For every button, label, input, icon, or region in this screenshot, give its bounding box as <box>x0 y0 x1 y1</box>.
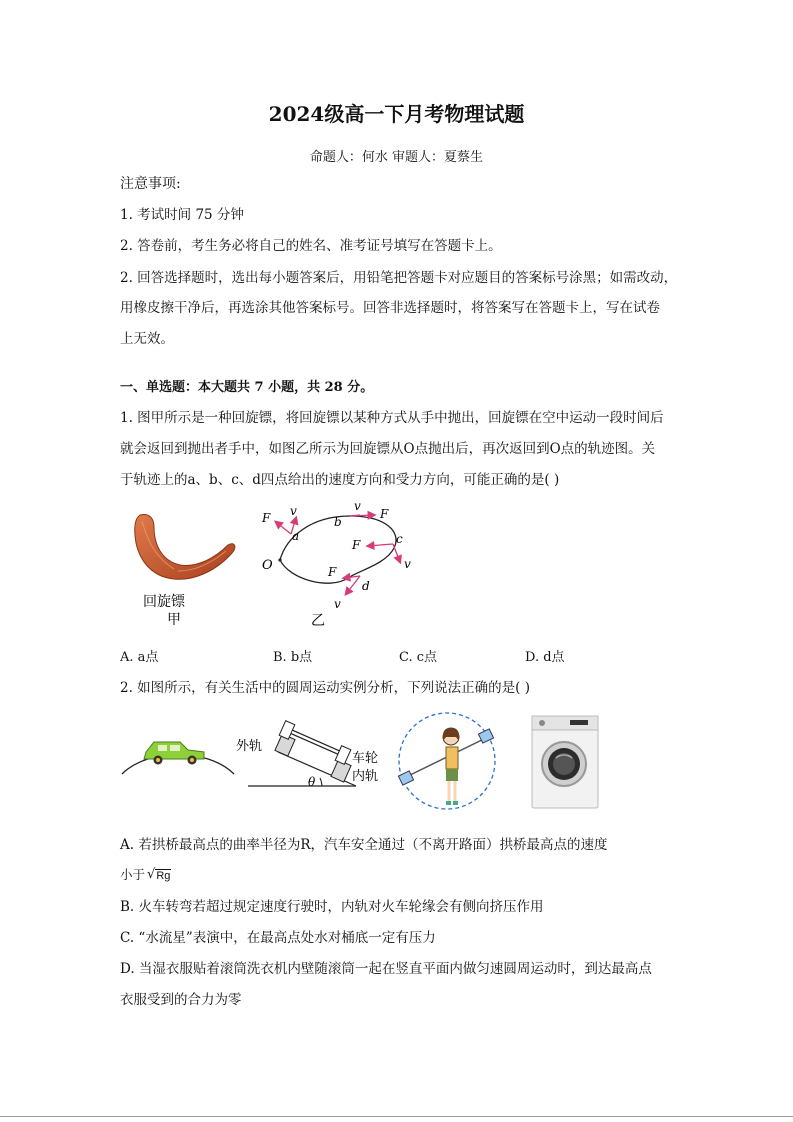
page-title: 2024级高一下月考物理试题 <box>268 102 525 126</box>
point-a-label: a <box>292 529 300 543</box>
wheel-label: 车轮 <box>352 751 379 766</box>
notice-item: 2. 回答选择题时，选出每小题答案后，用铅笔把答题卡对应题目的答案标号涂黑；如需改动， <box>120 270 678 286</box>
boomerang-icon <box>135 515 235 580</box>
fig-yi-label: 乙 <box>311 613 325 629</box>
q1-option-d[interactable]: D. d点 <box>525 650 565 665</box>
notice-item: 2. 答卷前，考生务必将自己的姓名、准考证号填写在答题卡上。 <box>120 238 502 254</box>
bucket-icon <box>398 771 413 785</box>
force-label: F <box>328 565 337 579</box>
force-arrow-a <box>276 522 291 534</box>
q2-option-a-prefix: 小于 <box>120 867 146 882</box>
q2-option-d[interactable]: D. 当湿衣服贴着滚筒洗衣机内壁随滚筒一起在竖直平面内做匀速圆周运动时，到达最高点 <box>120 961 652 977</box>
point-c-label: c <box>396 532 403 546</box>
q1-stem-line: 1. 图甲所示是一种回旋镖，将回旋镖以某种方式从手中抛出，回旋镖在空中运动一段时间后 <box>120 410 664 426</box>
q2-option-c[interactable]: C. “水流星”表演中，在最高点处水对桶底一定有压力 <box>120 930 436 946</box>
page-bottom-rule <box>0 1116 793 1117</box>
notice-item: 1. 考试时间 75 分钟 <box>120 207 244 223</box>
point-d-label: d <box>362 579 370 593</box>
force-label: F <box>262 511 271 525</box>
section-heading: 一、单选题：本大题共 7 小题，共 28 分。 <box>120 380 374 395</box>
banked-rail-figure <box>234 712 392 792</box>
q2-option-d-cont: 衣服受到的合力为零 <box>120 992 242 1008</box>
notice-item: 用橡皮擦干净后，再选涂其他答案标号。回答非选择题时，将答案写在答题卡上，写在试卷 <box>120 300 660 316</box>
q1-option-b[interactable]: B. b点 <box>273 650 313 665</box>
water-meteor-figure <box>396 705 498 817</box>
notice-item: 上无效。 <box>120 331 174 347</box>
point-O-label: O <box>262 558 273 573</box>
inner-rail-label: 内轨 <box>352 769 379 784</box>
velocity-arrow-c <box>393 544 400 562</box>
q1-option-c[interactable]: C. c点 <box>399 650 438 665</box>
notice-heading: 注意事项: <box>120 176 181 192</box>
q2-option-a-cont: 小于 √Rg <box>120 867 171 882</box>
authors-line: 命题人：何水 审题人：夏蔡生 <box>309 150 484 165</box>
trajectory-figure <box>250 498 430 630</box>
velocity-label: v <box>354 499 361 513</box>
arch-bridge-figure <box>118 722 238 782</box>
velocity-label: v <box>334 597 341 611</box>
force-arrow-c <box>368 544 393 546</box>
velocity-label: v <box>404 557 411 571</box>
q1-stem-line: 于轨迹上的a、b、c、d四点给出的速度方向和受力方向，可能正确的是( ) <box>120 472 560 488</box>
velocity-label: v <box>290 504 297 518</box>
outer-rail-label: 外轨 <box>236 739 263 754</box>
q2-option-b[interactable]: B. 火车转弯若超过规定速度行驶时，内轨对火车轮缘会有侧向挤压作用 <box>120 899 544 915</box>
boomerang-figure <box>118 505 248 635</box>
theta-label: θ <box>308 775 316 789</box>
q1-option-a[interactable]: A. a点 <box>120 650 159 665</box>
sqrt-radicand: Rg <box>156 870 171 882</box>
q2-option-a[interactable]: A. 若拱桥最高点的曲率半径为R，汽车安全通过（不离开路面）拱桥最高点的速度 <box>120 837 608 853</box>
q2-stem: 2. 如图所示，有关生活中的圆周运动实例分析，下列说法正确的是( ) <box>120 680 530 696</box>
force-label: F <box>380 507 389 521</box>
washing-machine-figure <box>530 714 600 810</box>
q1-stem-line: 就会返回到抛出者手中，如图乙所示为回旋镖从O点抛出后，再次返回到O点的轨迹图。关 <box>120 441 656 457</box>
force-label: F <box>352 538 361 552</box>
point-b-label: b <box>334 515 342 529</box>
fig-jia-label: 甲 <box>167 612 181 628</box>
fig-jia-caption: 回旋镖 <box>143 594 185 610</box>
